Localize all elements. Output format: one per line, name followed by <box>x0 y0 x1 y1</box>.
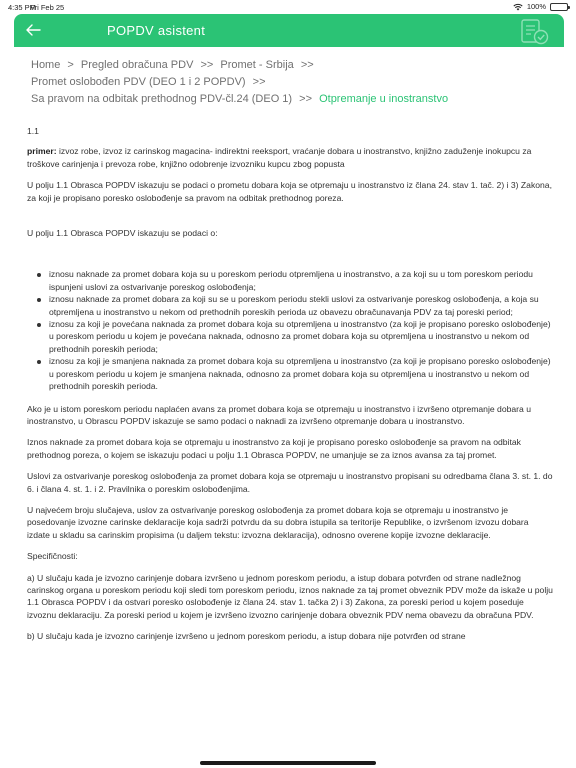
breadcrumb-separator: >> <box>200 59 214 71</box>
status-right <box>513 2 568 11</box>
wifi-icon <box>513 3 523 11</box>
uslovi-paragraph: Uslovi za ostvarivanje poreskog oslobođenja za promet dobara koja se otpremaju u inostranstvo propisani su odredbama člana 3. st. 1. do 6. i člana 4. st. 1. i 2. Pravilnika o poreskim oslobođenjima. <box>27 471 553 494</box>
app-bar <box>14 14 564 47</box>
breadcrumb-separator: >> <box>300 59 314 71</box>
breadcrumb-line-2 <box>31 74 551 91</box>
list-item: iznosu za koji je povećana naknada za promet dobara koja su otpremljena u inostranstvo (za koji je propisano poresko oslobođenje) u poreskom periodu u kojem je povećana naknada, odnosno za promet dobara koja su otpremljena u inostranstvo u nekom od prethodnih poreskih perioda; <box>27 318 553 355</box>
primer-label: primer: <box>27 146 57 157</box>
breadcrumb-current: Otpremanje u inostranstvo <box>319 93 449 105</box>
document-check-icon <box>516 18 552 46</box>
home-indicator[interactable] <box>200 761 376 765</box>
breadcrumb-home[interactable]: Home <box>31 59 61 71</box>
battery-icon <box>550 3 568 11</box>
status-bar <box>0 0 576 14</box>
breadcrumb-separator: >> <box>252 76 266 88</box>
battery-percent: 100% <box>526 2 546 11</box>
breadcrumb-line-3 <box>31 91 551 108</box>
breadcrumb-separator: > <box>67 59 74 71</box>
breadcrumb-promet-srbija[interactable]: Promet - Srbija <box>220 59 294 71</box>
breadcrumb-sa-pravom-na-odbitak[interactable]: Sa pravom na odbitak prethodnog PDV-čl.24 (DEO 1) <box>31 93 293 105</box>
breadcrumb <box>31 57 551 108</box>
app-title: POPDV asistent <box>107 23 206 38</box>
iznos-paragraph: Iznos naknade za promet dobara koja se otpremaju u inostranstvo za koji je propisano poresko oslobođenje sa pravom na odbitak prethodnog poreza, o kojem se iskazuju podaci u polju 1.1 Obrasca POPDV, ne umanjuje se za iznos avansa za taj promet. <box>27 437 521 460</box>
list-item: iznosu za koji je smanjena naknada za promet dobara koja su otpremljena u inostranstvo (za koji je propisano poresko oslobođenje) u poreskom periodu u kojem je smanjena naknada, odnosno za promet dobara koja su otpremljena u inostranstvo u nekom od prethodnih poreskih perioda. <box>27 355 553 392</box>
case-b-paragraph: b) U slučaju kada je izvozno carinjenje izvršeno u jednom poreskom periodu, a istup dobara nije potvrđen od strane <box>27 631 466 642</box>
breadcrumb-line-1 <box>31 57 551 74</box>
back-arrow-icon[interactable] <box>24 22 42 38</box>
list-item: iznosu naknade za promet dobara za koji su se u poreskom periodu stekli uslovi za ostvarivanje poreskog oslobođenja, a koja su otpremljena u inostranstvo u nekom od prethodnih poreskih perioda uz obavezu obračunavanja PDV za taj poreski period; <box>27 293 553 318</box>
article-content <box>27 125 553 652</box>
status-time: 4:35 PM <box>8 3 36 12</box>
case-a-paragraph: a) U slučaju kada je izvozno carinjenje dobara izvršeno u jednom poreskom periodu, a istup dobara potvrđen od strane nadležnog carinskog organa u poreskom periodu koji sledi tom poreskom periodu, iznos naknade za taj promet obveznik PDV može da iskaže u polju 1.1 Obrasca POPDV i da ostvari poresko oslobođenje iz člana 24. stav 1. tačka 2) i 3) Zakona, za poreski period u kojem poseduje izvoznu deklaraciju. Za poreski period u kojem je izvršeno izvozno carinjenje dobara obveznik PDV nema obavezu da obračuna PDV. <box>27 572 553 620</box>
breadcrumb-pregled-obracuna[interactable]: Pregled obračuna PDV <box>80 59 194 71</box>
primer-paragraph <box>27 145 553 170</box>
najveci-paragraph: U najvećem broju slučajeva, uslov za ostvarivanje poreskog oslobođenja za promet dobara koja se otpremaju u inostranstvo je posedovanje izvozne carinske deklaracije koja sadrži potvrdu da su dobra istupila sa teritorije Republike, o izvršenom izvozu dobara izdate u skladu sa carinskim propisima (u daljem tekstu: izvozna deklaracija), odnosno overene kopije izvozne deklaracije. <box>27 504 529 540</box>
breadcrumb-promet-oslobodjen[interactable]: Promet oslobođen PDV (DEO 1 i 2 POPDV) <box>31 76 246 88</box>
list-item: iznosu naknade za promet dobara koja su u poreskom periodu otpremljena u inostranstvo, a za koji su u tom poreskom periodu ispunjeni uslovi za ostvarivanje poreskog oslobođenja; <box>27 268 553 293</box>
status-date: Fri Feb 25 <box>30 3 65 12</box>
intro-paragraph: U polju 1.1 Obrasca POPDV iskazuju se podaci o prometu dobara koja se otpremaju u inostranstvo iz člana 24. stav 1. tač. 2) i 3) Zakona, za koji je propisano poresko oslobođenje sa pravom na odbitak prethodnog poreza. <box>27 180 552 203</box>
section-number: 1.1 <box>27 126 39 136</box>
list-intro: U polju 1.1 Obrasca POPDV iskazuju se podaci o: <box>27 228 218 239</box>
breadcrumb-separator: >> <box>299 93 313 105</box>
avans-paragraph: Ako je u istom poreskom periodu naplaćen avans za promet dobara koja se otpremaju u inostranstvo i izvršeno otpremanje dobara u inostranstvo, u Obrascu POPDV iskazuje se samo podaci o naknadi za izvršeno otpremanje dobara u inostranstvo. <box>27 403 531 426</box>
primer-text: izvoz robe, izvoz iz carinskog magacina- indirektni reeksport, vraćanje dobara u inostranstvo, knjižno zaduženje inokupcu za troškove carinjenja i prevoza robe, knjižno odobrenje izvozniku kupcu zbog popusta <box>27 146 532 169</box>
bullet-list <box>27 268 553 392</box>
specificnosti-heading: Specifičnosti: <box>27 551 78 562</box>
